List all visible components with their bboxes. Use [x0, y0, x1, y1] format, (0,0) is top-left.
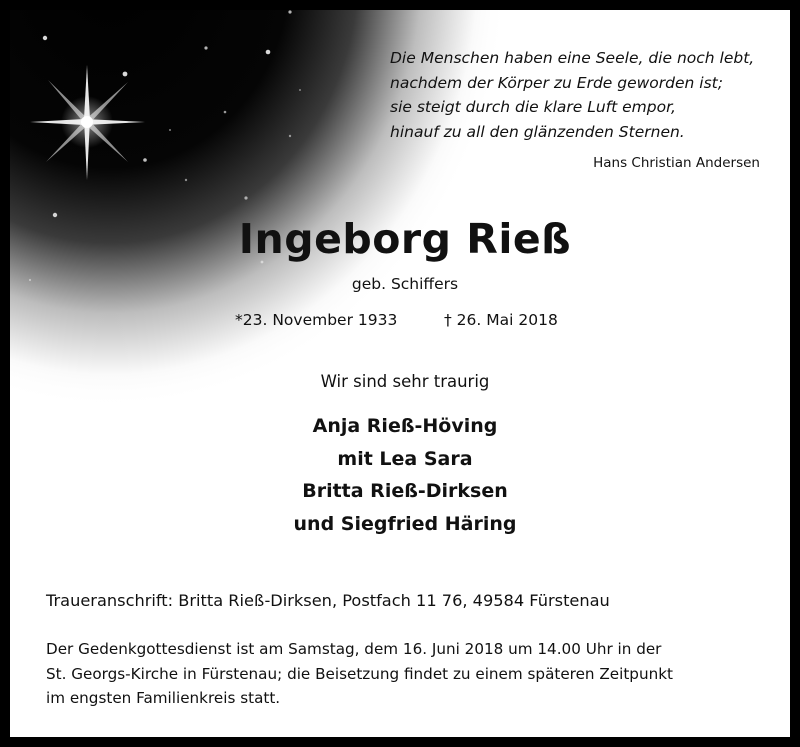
quote-line: hinauf zu all den glänzenden Sternen.: [390, 122, 685, 141]
quote-author: Hans Christian Andersen: [593, 155, 760, 171]
service-line: St. Georgs-Kirche in Fürstenau; die Beisetzung findet zu einem späteren Zeitpunkt: [46, 664, 673, 683]
mourner-name: mit Lea Sara: [337, 447, 473, 470]
birth-name: geb. Schiffers: [351, 275, 459, 293]
quote: [390, 46, 760, 144]
service-line: im engsten Familienkreis statt.: [46, 689, 281, 707]
mourner-name: und Siegfried Häring: [293, 512, 517, 535]
quote-line: sie steigt durch die klare Luft empor,: [390, 98, 676, 116]
mourning-intro: Wir sind sehr traurig: [320, 372, 490, 391]
mourners-list: [10, 410, 800, 540]
mourning-address: Traueranschrift: Britta Rieß-Dirksen, Postfach 11 76, 49584 Fürstenau: [46, 591, 610, 610]
quote-line: nachdem der Körper zu Erde geworden ist;: [390, 73, 723, 92]
quote-line: Die Menschen haben eine Seele, die noch lebt,: [390, 49, 755, 67]
birth-date: *23. November 1933: [235, 311, 398, 329]
mourner-name: Britta Rieß-Dirksen: [302, 480, 508, 502]
death-date: † 26. Mai 2018: [444, 311, 558, 329]
mourner-name: Anja Rieß-Höving: [312, 415, 498, 437]
service-line: Der Gedenkgottesdienst ist am Samstag, dem 16. Juni 2018 um 14.00 Uhr in der: [46, 640, 662, 658]
deceased-name: Ingeborg Rieß: [238, 215, 572, 263]
memorial-service-notice: [46, 637, 786, 711]
